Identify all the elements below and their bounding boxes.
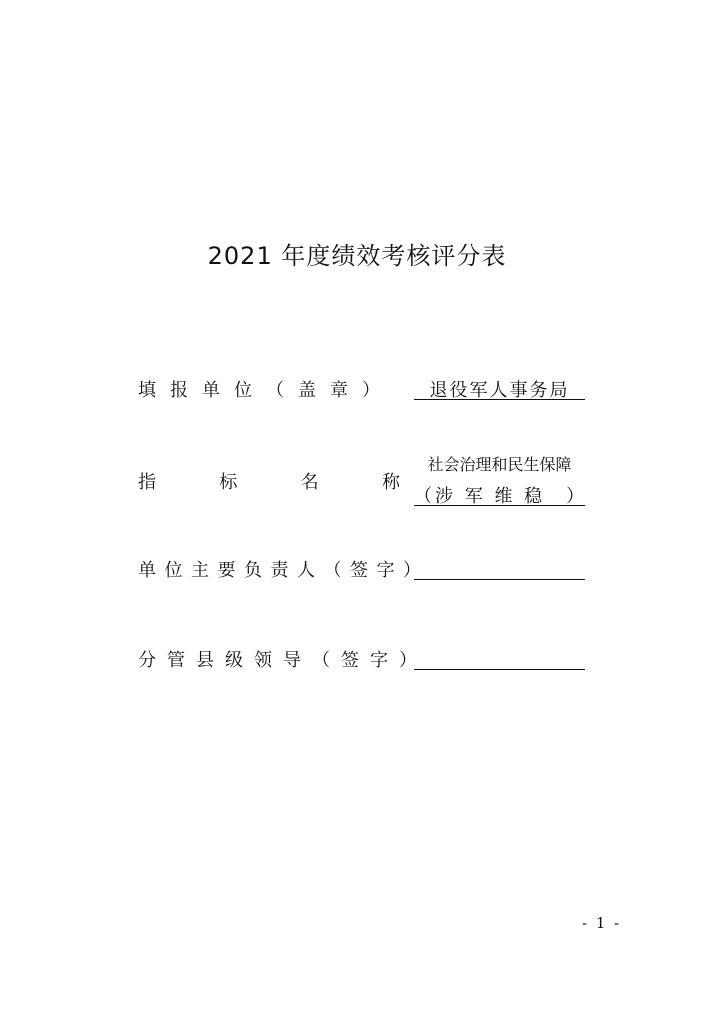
indicator-label-char: 指: [138, 472, 156, 493]
page-number: - 1 -: [582, 914, 622, 932]
indicator-label-char: 名: [300, 472, 319, 493]
principal-label: 单位主要负责人（签字）: [138, 560, 430, 581]
indicator-label-char: 标: [219, 472, 238, 493]
page-title: 2021 年度绩效考核评分表: [207, 242, 507, 270]
leader-row: [138, 646, 588, 686]
principal-row: [138, 556, 588, 596]
principal-signature-line: [414, 579, 585, 580]
indicator-underline: [414, 505, 585, 506]
unit-label: 填报单位（盖章）: [138, 380, 394, 401]
indicator-label: [138, 468, 400, 494]
indicator-value-line2: （涉 军 维 稳 ）: [414, 486, 588, 507]
leader-signature-line: [414, 669, 585, 670]
indicator-value-line1: 社会治理和民生保障: [427, 455, 572, 474]
unit-row: [138, 376, 588, 416]
indicator-row: [138, 452, 588, 512]
indicator-label-char: 称: [381, 472, 400, 493]
unit-underline: [414, 399, 585, 400]
unit-value: 退役军人事务局: [429, 380, 570, 401]
leader-label: 分管县级领导（签字）: [138, 650, 428, 671]
